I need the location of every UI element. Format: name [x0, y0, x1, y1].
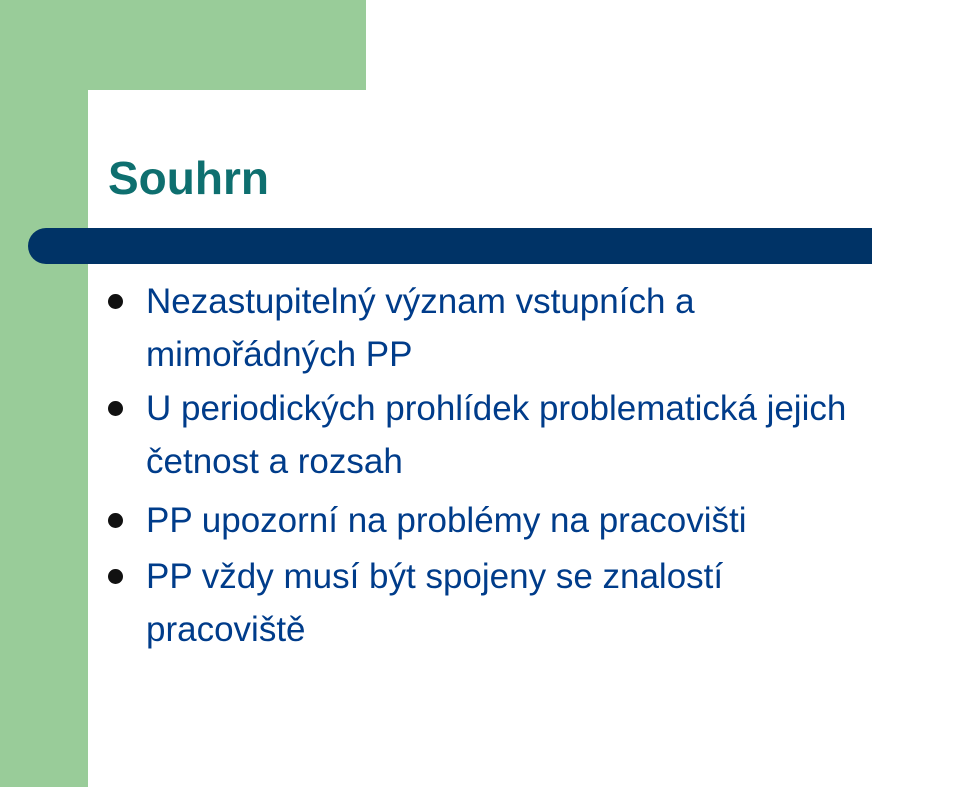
bullet-item	[146, 550, 723, 656]
bullet-item	[146, 494, 747, 547]
slide-title: Souhrn	[108, 152, 269, 204]
title-underline-bar	[28, 228, 872, 264]
bullet-text-line-1: Nezastupitelný význam vstupních a	[146, 282, 695, 321]
bullet-text-line-1: PP vždy musí být spojeny se znalostí	[146, 557, 724, 596]
bullet-item	[146, 275, 695, 381]
bullet-dot-icon	[108, 513, 123, 528]
bullet-dot-icon	[108, 569, 123, 584]
bullet-text-line-1: PP upozorní na problémy na pracovišti	[146, 501, 747, 540]
bullet-dot-icon	[108, 401, 123, 416]
bullet-text-line-2: mimořádných PP	[146, 335, 413, 374]
bullet-text-line-1: U periodických prohlídek problematická jejich	[146, 389, 847, 428]
bullet-text-line-2: pracoviště	[146, 610, 306, 649]
bullet-dot-icon	[108, 294, 123, 309]
green-side-band	[0, 0, 88, 787]
bullet-item	[146, 382, 846, 488]
bullet-text-line-2: četnost a rozsah	[146, 442, 403, 481]
